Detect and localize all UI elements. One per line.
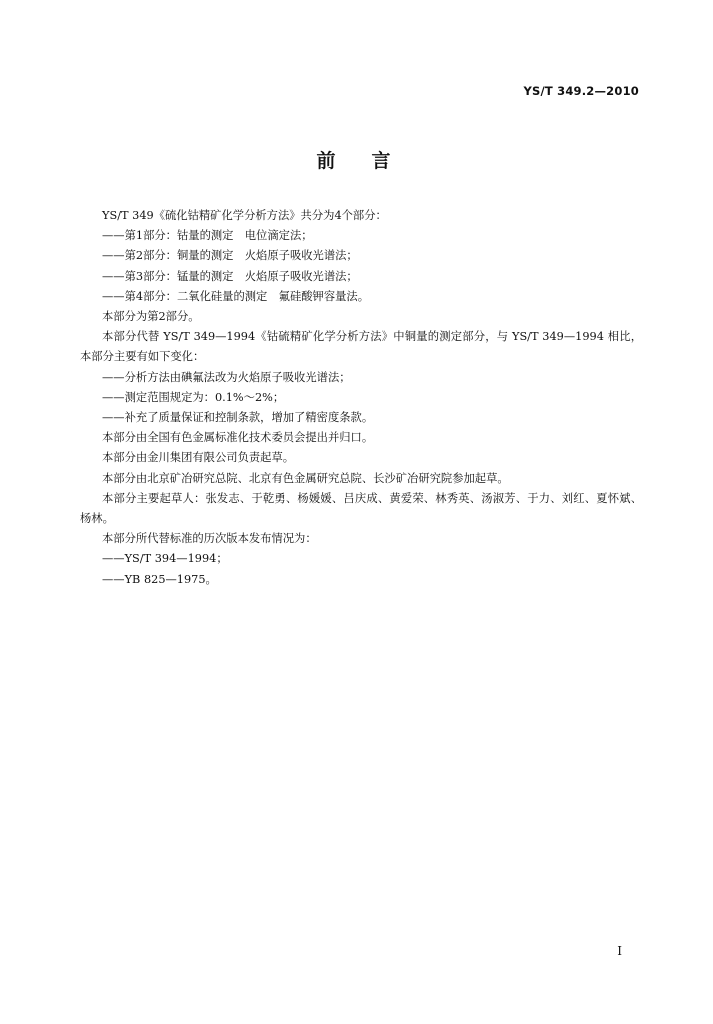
list-item-history2: ——YB 825—1975。	[102, 572, 217, 586]
paragraph-replaces: 本部分代替 YS/T 349—1994《钴硫精矿化学分析方法》中铜量的测定部分，与 YS/T 349—1994 相比，本部分主要有如下变化：	[80, 330, 642, 364]
page-title: 前言	[316, 150, 427, 172]
list-item-part3: ——第3部分：锰量的测定 火焰原子吸收光谱法；	[102, 269, 358, 283]
list-item-part1: ——第1部分：钴量的测定 电位滴定法；	[102, 229, 313, 243]
list-item-part2: ——第2部分：铜量的测定 火焰原子吸收光谱法；	[102, 249, 358, 263]
page-number: I	[617, 944, 622, 958]
paragraph-this-part: 本部分为第2部分。	[102, 310, 200, 324]
standard-code: YS/T 349.2—2010	[523, 84, 639, 98]
list-item-change2: ——测定范围规定为：0.1%～2%；	[102, 390, 285, 404]
paragraph-participants: 本部分由北京矿冶研究总院、北京有色金属研究总院、长沙矿冶研究院参加起草。	[102, 471, 509, 485]
list-item-change1: ——分析方法由碘氟法改为火焰原子吸收光谱法；	[102, 370, 351, 384]
paragraph-proposed-by: 本部分由全国有色金属标准化技术委员会提出并归口。	[102, 431, 374, 445]
paragraph-history-intro: 本部分所代替标准的历次版本发布情况为：	[102, 532, 317, 546]
paragraph-intro: YS/T 349《硫化钴精矿化学分析方法》共分为4个部分：	[102, 209, 387, 222]
paragraph-drafted-by: 本部分由金川集团有限公司负责起草。	[102, 451, 295, 465]
list-item-change3: ——补充了质量保证和控制条款，增加了精密度条款。	[102, 411, 374, 425]
list-item-history1: ——YS/T 394—1994；	[102, 552, 228, 566]
paragraph-drafters: 本部分主要起草人：张发志、于乾勇、杨媛媛、吕庆成、黄爱荣、林秀英、汤淑芳、于力、刘红、夏怀斌、杨林。	[80, 491, 642, 526]
body-text	[80, 206, 642, 590]
list-item-part4: ——第4部分：二氧化硅量的测定 氟硅酸钾容量法。	[102, 289, 370, 303]
